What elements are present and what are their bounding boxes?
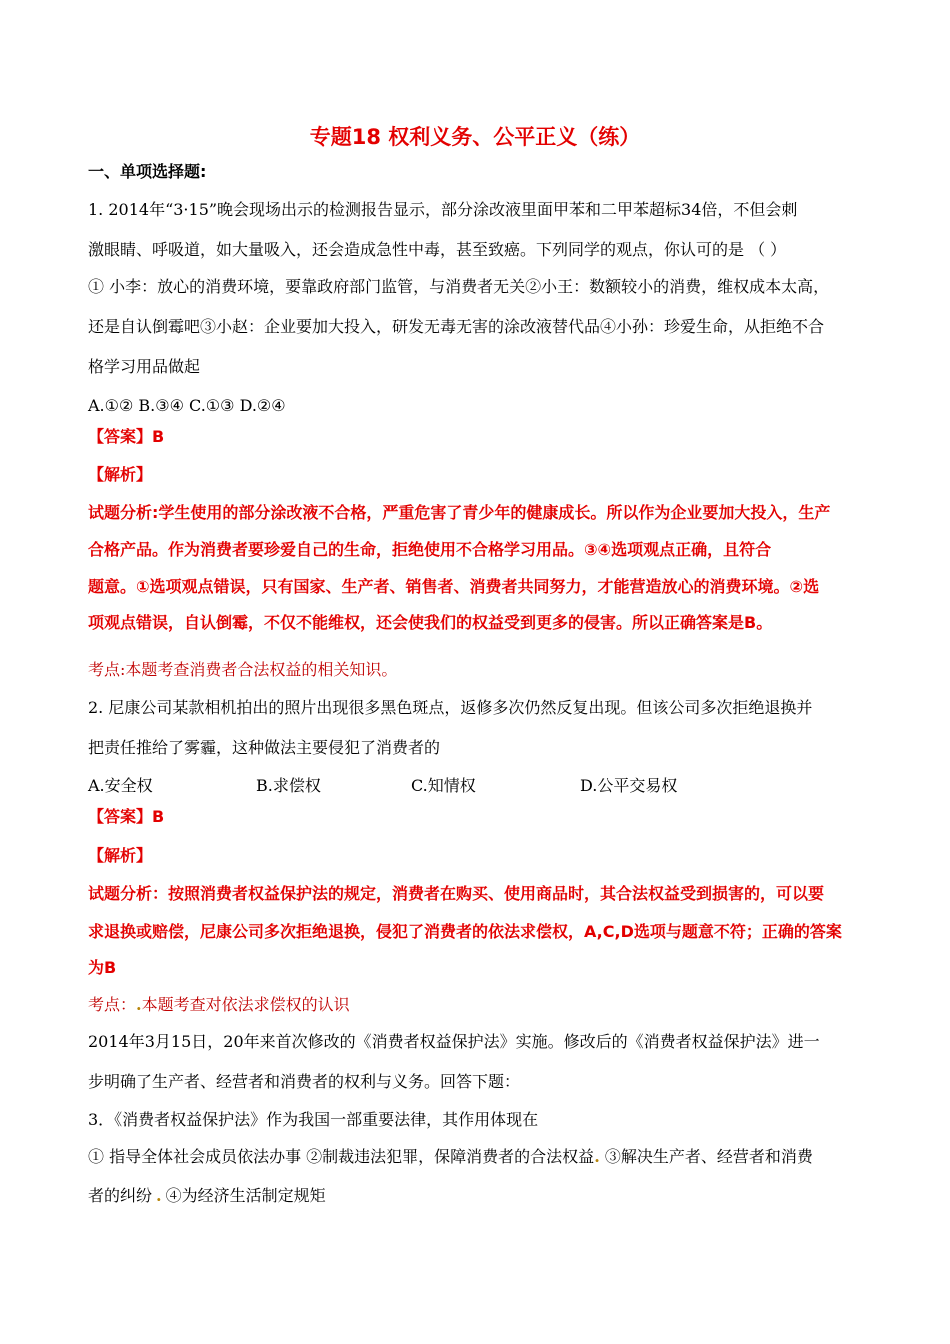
q3-choice-line (88, 1147, 813, 1167)
page-title: 专题18 权利义务、公平正义（练） (309, 125, 641, 149)
q1-stem-line: ① 小李：放心的消费环境，要靠政府部门监管，与消费者无关②小王：数额较小的消费，维权成本太高， (88, 277, 830, 296)
q3-choice-dot: . (594, 1147, 600, 1166)
q3-choice-line (88, 1186, 326, 1206)
q2-kaodian (88, 995, 350, 1015)
q2-stem-line: 把责任推给了雾霾，这种做法主要侵犯了消费者的 (88, 738, 441, 757)
q3-stem: 3．《消费者权益保护法》作为我国一部重要法律，其作用体现在 (88, 1110, 539, 1129)
q2-option-c: C.知情权 (411, 776, 476, 795)
q1-stem-line: 1. 2014年“3·15”晚会现场出示的检测报告显示，部分涂改液里面甲苯和二甲苯超标34倍，不但会刺 (88, 200, 798, 219)
q2-analysis-line: 求退换或赔偿，尼康公司多次拒绝退换，侵犯了消费者的依法求偿权，A,C,D选项与题意不符；正确的答案 (88, 922, 842, 941)
q3-choice-text: ③解决生产者、经营者和消费 (599, 1147, 813, 1166)
q2-analysis-line: 试题分析：按照消费者权益保护法的规定，消费者在购买、使用商品时，其合法权益受到损害的，可以要 (88, 884, 825, 903)
q3-choice-text: ④为经济生活制定规矩 (165, 1186, 326, 1205)
q1-analysis-line: 题意。①选项观点错误，只有国家、生产者、销售者、消费者共同努力，才能营造放心的消费环境。②选 (88, 577, 820, 596)
q2-kaodian-prefix: 考点： (88, 995, 137, 1014)
q2-answer: 【答案】B (88, 807, 165, 826)
q1-stem-line: 格学习用品做起 (88, 357, 201, 376)
q2-kaodian-text: 本题考查对依法求偿权的认识 (141, 995, 350, 1014)
q3-choice-text: ① 指导全体社会成员依法办事 ②制裁违法犯罪，保障消费者的合法权益 (88, 1147, 595, 1166)
q1-kaodian: 考点:本题考查消费者合法权益的相关知识。 (88, 660, 398, 679)
q2-option-a: A.安全权 (88, 776, 153, 795)
q1-analysis-line: 项观点错误，自认倒霉，不仅不能维权，还会使我们的权益受到更多的侵害。所以正确答案是B。 (88, 613, 773, 632)
q2-analysis-label: 【解析】 (88, 846, 153, 865)
q2-kaodian-dot: . (136, 995, 142, 1014)
q1-analysis-label: 【解析】 (88, 465, 153, 484)
q2-stem-line: 2. 尼康公司某款相机拍出的照片出现很多黑色斑点，返修多次仍然反复出现。但该公司多次拒绝退换并 (88, 698, 813, 717)
intro-line: 步明确了生产者、经营者和消费者的权利与义务。回答下题： (88, 1072, 521, 1091)
q3-choice-text: 者的纠纷 (88, 1186, 153, 1205)
q1-analysis-line: 试题分析:学生使用的部分涂改液不合格，严重危害了青少年的健康成长。所以作为企业要加大投入，生产 (88, 503, 831, 522)
q1-stem-line: 激眼睛、呼吸道，如大量吸入，还会造成急性中毒，甚至致癌。下列同学的观点，你认可的是 （ ） (88, 240, 787, 259)
q2-option-d: D.公平交易权 (580, 776, 678, 795)
section-heading: 一、单项选择题: (88, 162, 207, 181)
q1-analysis-line: 合格产品。作为消费者要珍爱自己的生命，拒绝使用不合格学习用品。③④选项观点正确，且符合 (88, 540, 772, 559)
q1-stem-line: 还是自认倒霉吧③小赵：企业要加大投入，研发无毒无害的涂改液替代品④小孙：珍爱生命，从拒绝不合 (88, 317, 825, 336)
q1-options: A.①② B.③④ C.①③ D.②④ (88, 396, 286, 415)
q2-option-b: B.求偿权 (256, 776, 321, 795)
intro-line: 2014年3月15日，20年来首次修改的《消费者权益保护法》实施。修改后的《消费者权益保护法》进一 (88, 1032, 820, 1051)
q1-answer: 【答案】B (88, 427, 165, 446)
q2-analysis-line: 为B (88, 958, 117, 977)
q3-choice-dot: . (156, 1186, 162, 1205)
